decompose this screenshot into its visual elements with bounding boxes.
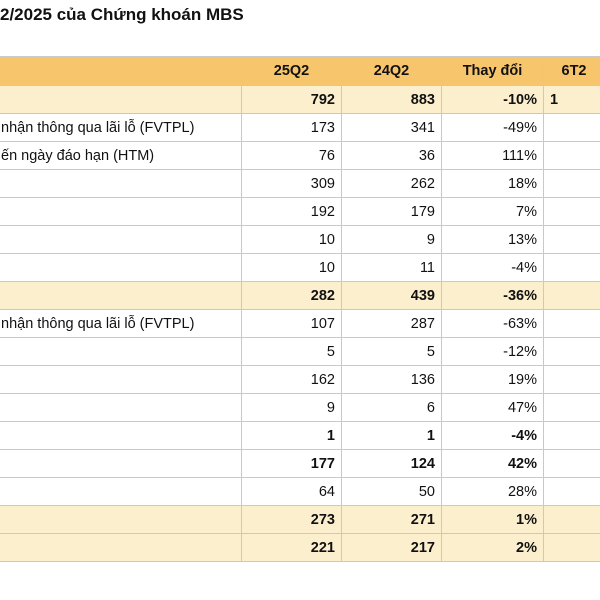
value-24q2: 11 xyxy=(342,254,442,282)
value-6t xyxy=(544,198,600,226)
table-row xyxy=(0,534,600,562)
value-change: 2% xyxy=(442,534,544,562)
value-change: 18% xyxy=(442,170,544,198)
table-row xyxy=(0,338,600,366)
value-6t xyxy=(544,142,600,170)
value-change: 111% xyxy=(442,142,544,170)
value-25q2: 9 xyxy=(242,394,342,422)
value-25q2: 10 xyxy=(242,254,342,282)
value-6t xyxy=(544,170,600,198)
value-24q2: 5 xyxy=(342,338,442,366)
header-cell-6t: 6T2 xyxy=(544,57,600,86)
row-label xyxy=(0,170,242,198)
value-25q2: 162 xyxy=(242,366,342,394)
header-cell-label xyxy=(0,57,242,86)
value-25q2: 173 xyxy=(242,114,342,142)
value-change: 28% xyxy=(442,478,544,506)
row-label xyxy=(0,282,242,310)
value-24q2: 1 xyxy=(342,422,442,450)
row-label xyxy=(0,506,242,534)
value-25q2: 282 xyxy=(242,282,342,310)
value-25q2: 309 xyxy=(242,170,342,198)
row-label xyxy=(0,86,242,114)
value-6t xyxy=(544,506,600,534)
table-row xyxy=(0,226,600,254)
value-24q2: 136 xyxy=(342,366,442,394)
value-25q2: 64 xyxy=(242,478,342,506)
value-6t xyxy=(544,338,600,366)
value-25q2: 107 xyxy=(242,310,342,338)
value-change: 19% xyxy=(442,366,544,394)
value-change: 7% xyxy=(442,198,544,226)
table-row xyxy=(0,450,600,478)
value-change: -4% xyxy=(442,422,544,450)
value-change: -4% xyxy=(442,254,544,282)
value-24q2: 124 xyxy=(342,450,442,478)
table-row xyxy=(0,506,600,534)
value-6t xyxy=(544,282,600,310)
value-25q2: 221 xyxy=(242,534,342,562)
value-24q2: 271 xyxy=(342,506,442,534)
value-6t: 1 xyxy=(544,86,600,114)
header-cell-25q2: 25Q2 xyxy=(242,57,342,86)
row-label xyxy=(0,254,242,282)
value-24q2: 36 xyxy=(342,142,442,170)
table-row xyxy=(0,86,600,114)
row-label xyxy=(0,394,242,422)
table-row xyxy=(0,394,600,422)
value-24q2: 287 xyxy=(342,310,442,338)
header-cell-24q2: 24Q2 xyxy=(342,57,442,86)
table-row xyxy=(0,282,600,310)
value-24q2: 50 xyxy=(342,478,442,506)
row-label xyxy=(0,226,242,254)
value-change: 47% xyxy=(442,394,544,422)
value-6t xyxy=(544,114,600,142)
value-6t xyxy=(544,254,600,282)
value-24q2: 6 xyxy=(342,394,442,422)
row-label xyxy=(0,450,242,478)
table-row xyxy=(0,170,600,198)
table-row xyxy=(0,422,600,450)
row-label: nhận thông qua lãi lỗ (FVTPL) xyxy=(0,310,242,338)
table-row xyxy=(0,198,600,226)
value-24q2: 341 xyxy=(342,114,442,142)
value-25q2: 10 xyxy=(242,226,342,254)
value-24q2: 439 xyxy=(342,282,442,310)
row-label: nhận thông qua lãi lỗ (FVTPL) xyxy=(0,114,242,142)
financial-table xyxy=(0,56,600,562)
value-25q2: 792 xyxy=(242,86,342,114)
value-24q2: 262 xyxy=(342,170,442,198)
row-label xyxy=(0,198,242,226)
value-25q2: 1 xyxy=(242,422,342,450)
value-25q2: 76 xyxy=(242,142,342,170)
row-label xyxy=(0,422,242,450)
value-6t xyxy=(544,226,600,254)
value-24q2: 883 xyxy=(342,86,442,114)
header-cell-change: Thay đổi xyxy=(442,57,544,86)
value-6t xyxy=(544,450,600,478)
value-25q2: 5 xyxy=(242,338,342,366)
value-6t xyxy=(544,478,600,506)
value-change: -12% xyxy=(442,338,544,366)
value-24q2: 217 xyxy=(342,534,442,562)
table-row xyxy=(0,366,600,394)
row-label xyxy=(0,366,242,394)
value-25q2: 177 xyxy=(242,450,342,478)
row-label: ến ngày đáo hạn (HTM) xyxy=(0,142,242,170)
row-label xyxy=(0,338,242,366)
page-title: 2/2025 của Chứng khoán MBS xyxy=(0,5,244,24)
row-label xyxy=(0,478,242,506)
value-change: 13% xyxy=(442,226,544,254)
value-6t xyxy=(544,394,600,422)
table-header-row xyxy=(0,57,600,86)
value-change: 1% xyxy=(442,506,544,534)
table-row xyxy=(0,478,600,506)
table-row xyxy=(0,114,600,142)
row-label xyxy=(0,534,242,562)
value-change: -49% xyxy=(442,114,544,142)
value-change: -63% xyxy=(442,310,544,338)
value-25q2: 192 xyxy=(242,198,342,226)
value-25q2: 273 xyxy=(242,506,342,534)
value-6t xyxy=(544,534,600,562)
table-row xyxy=(0,254,600,282)
value-24q2: 9 xyxy=(342,226,442,254)
value-6t xyxy=(544,366,600,394)
value-change: -10% xyxy=(442,86,544,114)
value-change: -36% xyxy=(442,282,544,310)
table-row xyxy=(0,142,600,170)
table-row xyxy=(0,310,600,338)
value-24q2: 179 xyxy=(342,198,442,226)
value-6t xyxy=(544,422,600,450)
value-change: 42% xyxy=(442,450,544,478)
value-6t xyxy=(544,310,600,338)
